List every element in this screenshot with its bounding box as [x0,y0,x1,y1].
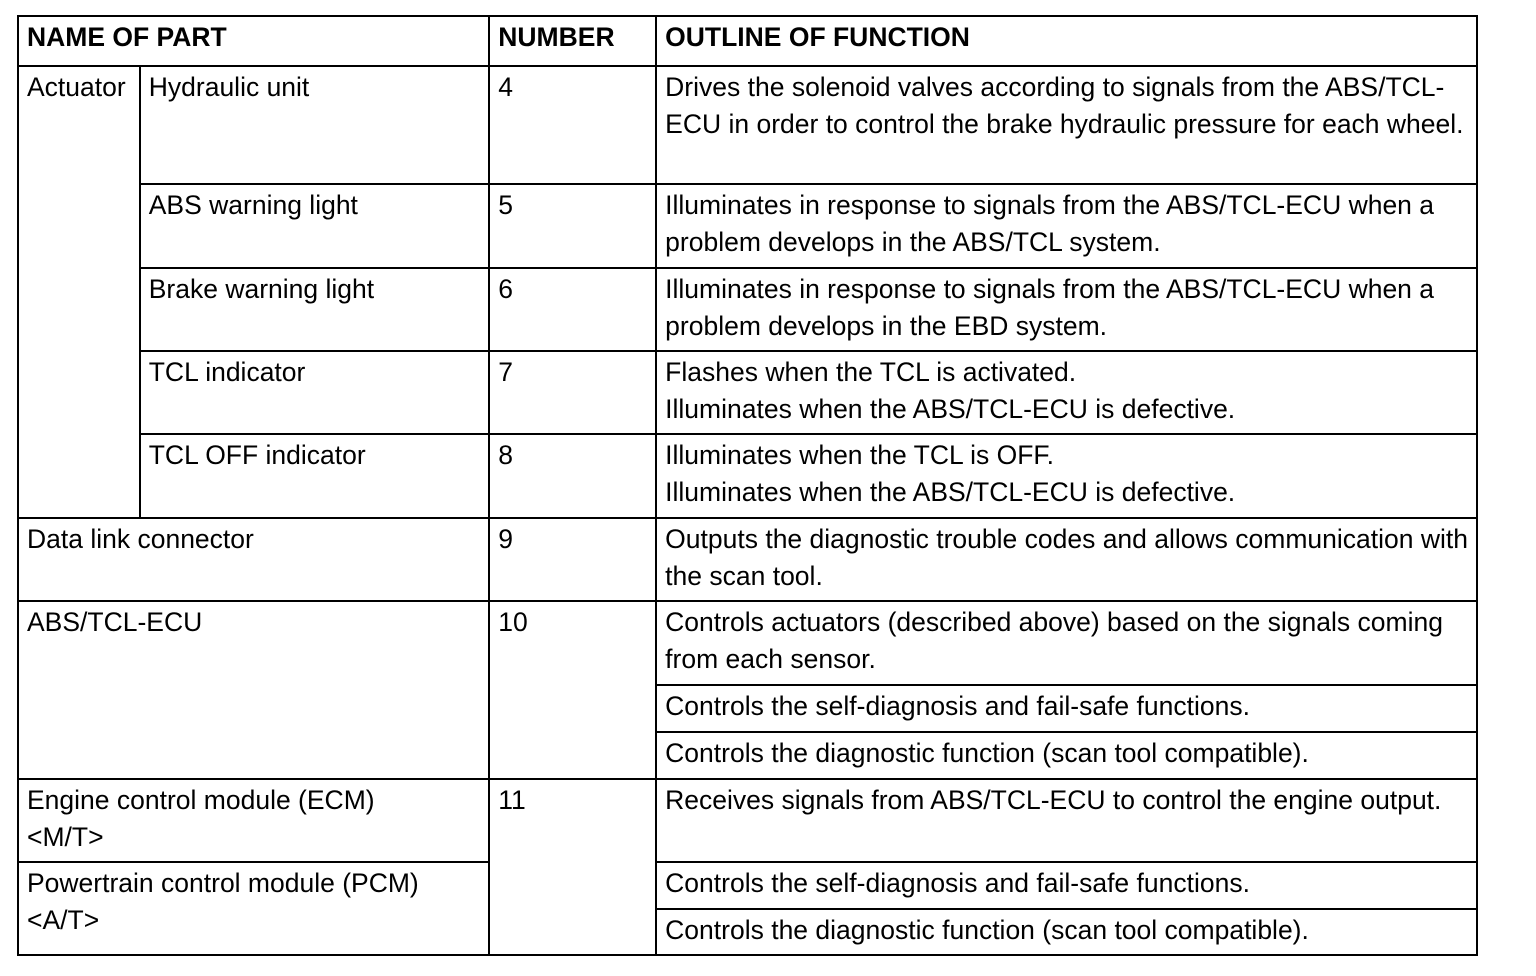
part-number: 6 [489,268,656,351]
parts-function-table [17,15,1478,956]
part-number: 7 [489,351,656,434]
header-name-of-part: NAME OF PART [18,16,489,66]
table-row [18,66,1477,184]
part-number: 8 [489,434,656,518]
part-number: 10 [489,601,656,779]
part-function: Drives the solenoid valves according to signals from the ABS/TCL-ECU in order to control the brake hydraulic pressure for each wheel. [656,66,1477,184]
part-name: ABS/TCL-ECU [18,601,489,779]
header-row [18,16,1477,66]
table-row [18,351,1477,434]
part-number: 4 [489,66,656,184]
part-function: Illuminates when the TCL is OFF. Illuminates when the ABS/TCL-ECU is defective. [656,434,1477,518]
table-row [18,601,1477,685]
part-function: Controls the diagnostic function (scan tool compatible). [656,909,1477,955]
part-name: Brake warning light [140,268,490,351]
part-name-ecm: Engine control module (ECM) <M/T> [18,779,489,862]
part-function: Controls the self-diagnosis and fail-safe functions. [656,685,1477,732]
table-row [18,862,1477,909]
part-function: Illuminates in response to signals from the ABS/TCL-ECU when a problem develops in the ABS/TCL system. [656,184,1477,268]
table-row [18,184,1477,268]
part-function: Flashes when the TCL is activated. Illuminates when the ABS/TCL-ECU is defective. [656,351,1477,434]
part-name-pcm: Powertrain control module (PCM) <A/T> [18,862,489,955]
part-function: Controls the self-diagnosis and fail-safe functions. [656,862,1477,909]
part-name: TCL indicator [140,351,490,434]
table-row [18,518,1477,601]
part-function: Controls the diagnostic function (scan tool compatible). [656,732,1477,779]
table-row [18,779,1477,862]
header-outline-of-function: OUTLINE OF FUNCTION [656,16,1477,66]
part-function: Receives signals from ABS/TCL-ECU to control the engine output. [656,779,1477,862]
part-number: 11 [489,779,656,955]
part-name: ABS warning light [140,184,490,268]
part-group-actuator: Actuator [18,66,140,518]
part-name: Data link connector [18,518,489,601]
part-name: TCL OFF indicator [140,434,490,518]
table-row [18,268,1477,351]
part-function: Illuminates in response to signals from the ABS/TCL-ECU when a problem develops in the EBD system. [656,268,1477,351]
header-number: NUMBER [489,16,656,66]
part-name: Hydraulic unit [140,66,490,184]
part-function: Controls actuators (described above) based on the signals coming from each sensor. [656,601,1477,685]
part-number: 9 [489,518,656,601]
part-function: Outputs the diagnostic trouble codes and allows communication with the scan tool. [656,518,1477,601]
table-row [18,434,1477,518]
part-number: 5 [489,184,656,268]
